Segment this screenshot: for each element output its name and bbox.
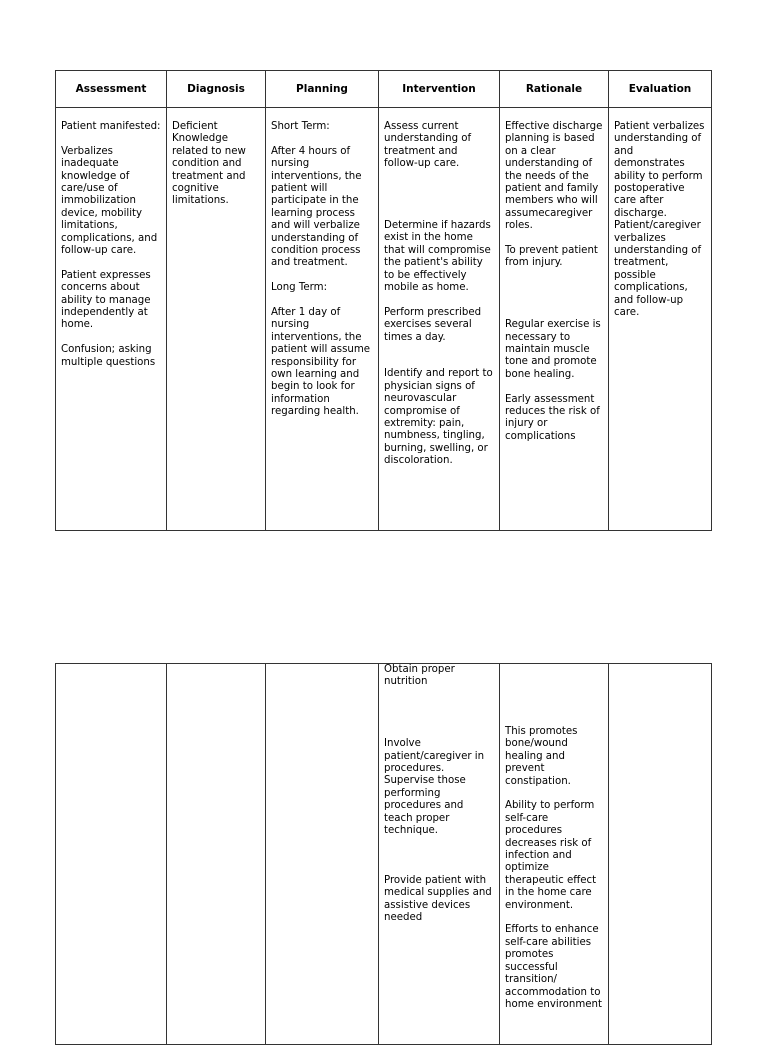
- header-diagnosis: Diagnosis: [167, 71, 266, 108]
- header-planning: Planning: [266, 71, 379, 108]
- rationale-text: Regular exercise is necessary to maintain muscle tone and promote bone healing.: [505, 319, 601, 380]
- diagnosis-cell: [167, 664, 266, 1045]
- header-rationale: Rationale: [500, 71, 609, 108]
- rationale-text: To prevent patient from injury.: [505, 245, 598, 269]
- care-plan-table-page-2: [55, 663, 712, 1045]
- assessment-cell: [56, 664, 167, 1045]
- rationale-text: This promotes bone/wound healing and prevent constipation.: [505, 726, 578, 787]
- assessment-text: Patient manifested:: [61, 121, 161, 132]
- header-evaluation: Evaluation: [609, 71, 712, 108]
- planning-cell: [266, 664, 379, 1045]
- rationale-text: Effective discharge planning is based on a clear understanding of the needs of the patient and family members who will assumecaregiver roles.: [505, 121, 603, 232]
- intervention-text: Involve patient/caregiver in procedures. Supervise those performing procedures and teach proper technique.: [384, 738, 485, 837]
- assessment-text: Confusion; asking multiple questions: [61, 344, 156, 368]
- rationale-text: Ability to perform self-care procedures decreases risk of infection and optimize therapeutic effect in the home care environment.: [505, 800, 597, 911]
- evaluation-cell: [609, 664, 712, 1045]
- header-assessment: Assessment: [56, 71, 167, 108]
- diagnosis-cell: [167, 108, 266, 531]
- table-row: [56, 664, 712, 1045]
- intervention-cell: [379, 664, 500, 1045]
- planning-text: Long Term:: [271, 282, 328, 294]
- assessment-text: Patient expresses concerns about ability to manage independently at home.: [61, 269, 151, 331]
- planning-text: After 1 day of nursing interventions, the patient will assume responsibility for own learning and begin to look for information regarding health.: [271, 307, 371, 418]
- planning-text: After 4 hours of nursing interventions, the patient will participate in the learning process and will verbalize understanding of condition process and treatment.: [271, 145, 362, 269]
- planning-cell: [266, 108, 379, 531]
- intervention-text: Obtain proper nutrition: [384, 664, 455, 688]
- rationale-cell: [500, 108, 609, 531]
- evaluation-text: Patient verbalizes understanding of and demonstrates ability to perform postoperative care after discharge. Patient/caregiver verbalizes understanding of treatment, possible complications, and follow-up care.: [614, 121, 705, 319]
- intervention-text: Provide patient with medical supplies and assistive devices needed: [384, 874, 492, 924]
- assessment-cell: [56, 108, 167, 531]
- intervention-text: Determine if hazards exist in the home that will compromise the patient's ability to be effectively mobile as home.: [384, 220, 491, 294]
- intervention-cell: [379, 108, 500, 531]
- care-plan-table-page-1: [55, 70, 712, 531]
- header-intervention: Intervention: [379, 71, 500, 108]
- assessment-text: Verbalizes inadequate knowledge of care/use of immobilization device, mobility limitations, complications, and follow-up care.: [61, 145, 158, 257]
- table-row: [56, 108, 712, 531]
- evaluation-cell: [609, 108, 712, 531]
- rationale-text: Efforts to enhance self-care abilities promotes successful transition/ accommodation to home environment: [505, 924, 602, 1010]
- planning-text: Short Term:: [271, 121, 330, 132]
- diagnosis-text: Deficient Knowledge related to new condition and treatment and cognitive limitations.: [172, 121, 246, 207]
- intervention-text: Assess current understanding of treatment and follow-up care.: [384, 121, 472, 170]
- rationale-text: Early assessment reduces the risk of injury or complications: [505, 393, 600, 442]
- intervention-text: Identify and report to physician signs of neurovascular compromise of extremity: pain, numbness, tingling, burning, swelling, or discoloration.: [384, 368, 493, 467]
- rationale-cell: [500, 664, 609, 1045]
- intervention-text: Perform prescribed exercises several times a day.: [384, 306, 482, 343]
- header-row: [56, 71, 712, 108]
